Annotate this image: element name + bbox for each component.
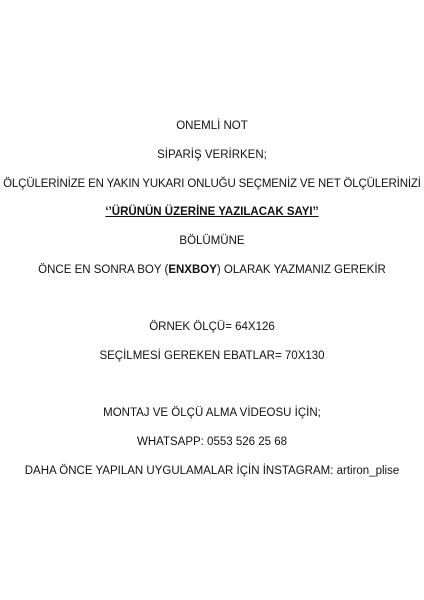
format-text-after: ) OLARAK YAZMANIZ GEREKİR <box>216 264 386 276</box>
whatsapp-contact: WHATSAPP: 0553 526 25 68 <box>136 436 287 448</box>
example-selected-size: SEÇİLMESİ GEREKEN EBATLAR= 70X130 <box>99 350 325 362</box>
format-instruction <box>0 262 424 278</box>
example-measure: ÖRNEK ÖLÇÜ= 64X126 <box>149 321 275 333</box>
format-text-before: ÖNCE EN SONRA BOY ( <box>38 264 169 276</box>
note-title: ONEMLİ NOT <box>176 120 248 132</box>
video-info: MONTAJ VE ÖLÇÜ ALMA VİDEOSU İÇİN; <box>103 407 321 419</box>
measure-instruction: ÖLÇÜLERİNİZE EN YAKIN YUKARI ONLUĞU SEÇMENİZ VE NET ÖLÇÜLERİNİZİ <box>3 178 421 190</box>
instagram-contact: DAHA ÖNCE YAPILAN UYGULAMALAR İÇİN İNSTAGRAM: artiron_plise <box>24 465 400 477</box>
format-code: ENXBOY <box>168 264 217 276</box>
field-name: ‘’ÜRÜNÜN ÜZERİNE YAZILACAK SAYI’’ <box>105 206 319 218</box>
section-instruction: BÖLÜMÜNE <box>179 235 245 247</box>
order-instruction: SİPARİŞ VERİRKEN; <box>157 149 267 161</box>
